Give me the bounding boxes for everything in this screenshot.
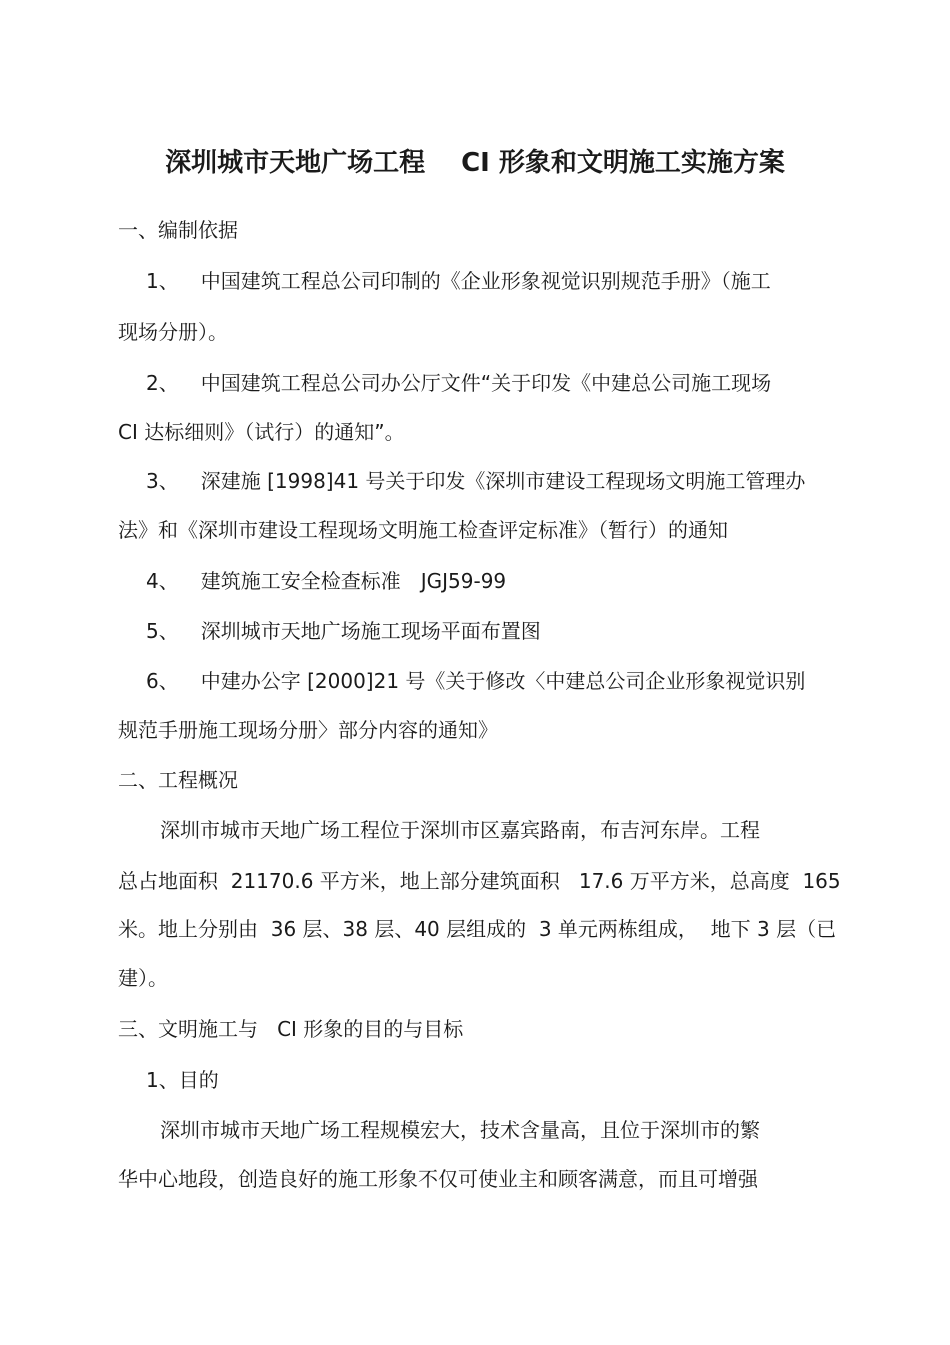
title-part-2: CI 形象和文明施工实施方案: [461, 148, 785, 178]
item-4-number: 4、: [146, 569, 179, 593]
item-6-line-1: [146, 667, 805, 695]
item-1-line-1: [146, 267, 771, 295]
item-2-number: 2、: [146, 371, 179, 395]
item-5-number: 5、: [146, 619, 179, 643]
item-6-line-2: 规范手册施工现场分册〉部分内容的通知》: [118, 718, 498, 742]
item-4-text: 建筑施工安全检查标准: [200, 569, 401, 593]
item-2-line-1: [146, 369, 771, 397]
item-3-line-1: [146, 467, 805, 495]
item-3-line-2: 法》和《深圳市建设工程现场文明施工检查评定标准》（暂行）的通知: [118, 518, 728, 542]
overview-line-3: 米。地上分别由 36 层、38 层、40 层组成的 3 单元两栋组成， 地下 3 层（已: [118, 917, 837, 941]
item-6-number: 6、: [146, 669, 179, 693]
section-2-heading: 二、工程概况: [118, 768, 238, 792]
section-3-subheading-purpose: 1、目的: [146, 1068, 219, 1092]
item-3-text: 深建施 [1998]41 号关于印发《深圳市建设工程现场文明施工管理办: [200, 469, 806, 493]
item-2-line-2: CI 达标细则》（试行）的通知”。: [118, 420, 405, 444]
item-1-text: 中国建筑工程总公司印制的《企业形象视觉识别规范手册》（施工: [200, 269, 771, 293]
item-6-text: 中建办公字 [2000]21 号《关于修改〈中建总公司企业形象视觉识别: [200, 669, 806, 693]
item-5-line-1: [146, 617, 541, 645]
purpose-line-2: 华中心地段，创造良好的施工形象不仅可使业主和顾客满意，而且可增强: [118, 1167, 758, 1191]
item-1-line-2: 现场分册）。: [118, 320, 228, 344]
item-5-text: 深圳城市天地广场施工现场平面布置图: [200, 619, 541, 643]
overview-line-1: 深圳市城市天地广场工程位于深圳市区嘉宾路南，布吉河东岸。工程: [160, 818, 760, 842]
overview-line-4: 建）。: [118, 966, 168, 990]
item-4-line-1: [146, 567, 506, 595]
document-title: [0, 146, 950, 180]
title-part-1: 深圳城市天地广场工程: [165, 148, 426, 178]
section-3-heading: 三、文明施工与 CI 形象的目的与目标: [118, 1017, 464, 1041]
item-2-text: 中国建筑工程总公司办公厅文件“关于印发《中建总公司施工现场: [200, 371, 772, 395]
item-3-number: 3、: [146, 469, 179, 493]
item-1-number: 1、: [146, 269, 179, 293]
purpose-line-1: 深圳市城市天地广场工程规模宏大，技术含量高，且位于深圳市的繁: [160, 1118, 760, 1142]
section-1-heading: 一、编制依据: [118, 218, 238, 242]
item-4-standard-code: JGJ59-99: [420, 569, 507, 593]
overview-line-2: 总占地面积 21170.6 平方米，地上部分建筑面积 17.6 万平方米，总高度 165: [118, 869, 841, 893]
